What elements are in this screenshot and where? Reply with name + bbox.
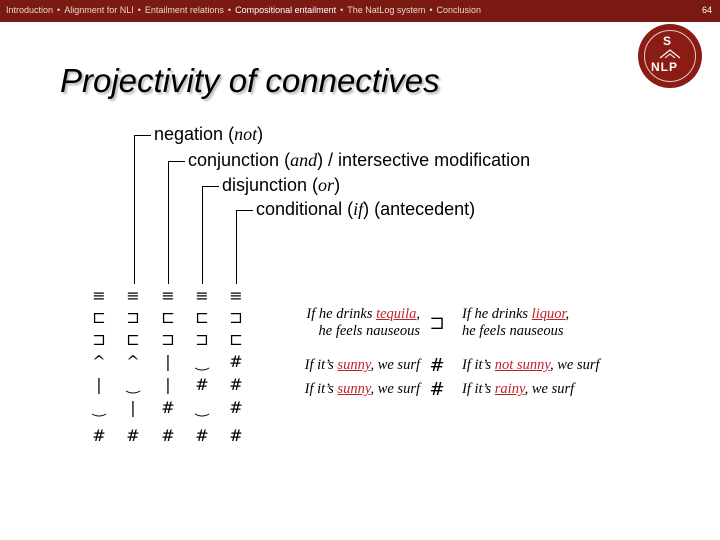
column-header-disjunction (222, 175, 340, 196)
page-number: 64 (701, 5, 712, 15)
column-header-conjunction (188, 150, 530, 171)
column-header-label: conditional ( (256, 199, 354, 219)
matrix-cell: ⊏ (161, 308, 175, 327)
example-right (462, 357, 600, 374)
matrix-cell: ⊏ (126, 330, 140, 349)
example-text: , we surf (370, 381, 420, 397)
relation-symbol: # (429, 379, 445, 400)
matrix-cell: ⊐ (229, 308, 243, 327)
matrix-cell: | (96, 375, 102, 394)
matrix-cell: # (229, 375, 243, 394)
example-left (305, 357, 420, 374)
top-nav-bar (0, 0, 720, 22)
matrix-cell: ⊐ (161, 330, 175, 349)
nav-separator: • (340, 5, 344, 15)
matrix-cell: # (92, 426, 106, 445)
nav-item[interactable]: Conclusion (436, 5, 482, 15)
example-text: , we surf (524, 381, 575, 397)
column-header-label: conjunction ( (188, 150, 291, 170)
example-text: , we surf (370, 357, 420, 373)
example-text: liquor (531, 306, 566, 322)
slide-title: Projectivity of connectives (60, 62, 440, 99)
matrix-cell: ⊏ (92, 308, 106, 327)
matrix-cell: | (165, 375, 171, 394)
nav-separator: • (227, 5, 232, 15)
example-text: not sunny (494, 357, 550, 373)
matrix-cell: ≡ (92, 286, 106, 305)
example-line: he feels nauseous (318, 323, 420, 339)
nav-separator: • (137, 5, 141, 15)
example-text: tequila (376, 306, 417, 322)
matrix-cell: # (195, 375, 209, 394)
example-text: If it’s (304, 381, 338, 397)
example-text: rainy (494, 381, 525, 397)
matrix-cell: | (165, 352, 171, 371)
matrix-cell: ≡ (126, 286, 140, 305)
stanford-nlp-logo (638, 24, 702, 88)
matrix-cell: ⊐ (92, 330, 106, 349)
example-text: If it’s (304, 357, 338, 373)
example-text: , (565, 306, 570, 322)
example-text: sunny (337, 381, 371, 397)
column-header-close: ) / intersective modification (317, 150, 531, 170)
logo-tree-icon (658, 48, 682, 60)
column-header-close: ) (antecedent) (363, 199, 476, 219)
nav-separator: • (429, 5, 433, 15)
bracket-negation (134, 135, 151, 284)
matrix-cell: # (126, 426, 140, 445)
matrix-cell: ‿ (92, 398, 106, 417)
matrix-cell: # (229, 398, 243, 417)
example-text: If it’s (462, 357, 495, 373)
example-left (305, 381, 420, 398)
matrix-cell: ≡ (229, 286, 243, 305)
column-header-label: negation ( (154, 124, 235, 144)
matrix-cell: # (195, 426, 209, 445)
matrix-cell: # (161, 426, 175, 445)
matrix-cell: ‿ (195, 352, 209, 371)
column-header-label: disjunction ( (222, 175, 319, 195)
matrix-cell: ^ (92, 352, 106, 371)
matrix-cell: | (130, 398, 136, 417)
example-text: If it’s (462, 381, 495, 397)
example-text: If he drinks (306, 306, 377, 322)
matrix-cell: ^ (126, 352, 140, 371)
nav-item[interactable]: Entailment relations (144, 5, 224, 15)
column-header-negation (154, 124, 263, 145)
example-line (462, 357, 600, 374)
nav-separator: • (57, 5, 61, 15)
matrix-cell: # (229, 426, 243, 445)
column-header-close: ) (257, 124, 264, 144)
matrix-cell: ⊐ (126, 308, 140, 327)
example-right (462, 381, 574, 398)
example-line: he feels nauseous (462, 323, 564, 339)
example-line (462, 381, 574, 398)
matrix-cell: ⊐ (195, 330, 209, 349)
matrix-cell: ⊏ (195, 308, 209, 327)
example-text: , we surf (549, 357, 600, 373)
matrix-cell: ⊏ (229, 330, 243, 349)
bracket-conditional (236, 210, 253, 284)
nav-item[interactable]: Introduction (6, 5, 54, 15)
nav-item[interactable]: The NatLog system (347, 5, 426, 15)
example-line (305, 357, 420, 374)
example-right (462, 306, 569, 340)
nav-item[interactable]: Alignment for NLI (64, 5, 134, 15)
bracket-conjunction (168, 161, 185, 284)
column-header-close: ) (334, 175, 341, 195)
bracket-disjunction (202, 186, 219, 284)
example-text: If he drinks (462, 306, 532, 322)
example-left (306, 306, 420, 340)
matrix-cell: ‿ (195, 398, 209, 417)
relation-symbol: # (429, 355, 445, 376)
column-header-conditional (256, 199, 475, 220)
matrix-cell: # (161, 398, 175, 417)
logo-s: S (663, 34, 672, 48)
matrix-cell: ≡ (161, 286, 175, 305)
column-header-term: if (353, 199, 364, 219)
example-line (305, 381, 420, 398)
column-header-term: not (234, 124, 258, 144)
relation-symbol: ⊐ (429, 313, 445, 334)
logo-nlp: NLP (651, 60, 678, 74)
example-text: sunny (337, 357, 371, 373)
example-text: , (416, 306, 420, 322)
matrix-cell: ‿ (126, 375, 140, 394)
section-nav (6, 5, 481, 15)
example-line (306, 306, 420, 323)
nav-item[interactable]: Compositional entailment (235, 5, 337, 15)
example-line (462, 306, 569, 323)
matrix-cell: # (229, 352, 243, 371)
matrix-cell: ≡ (195, 286, 209, 305)
column-header-term: and (290, 150, 318, 170)
column-header-term: or (318, 175, 335, 195)
